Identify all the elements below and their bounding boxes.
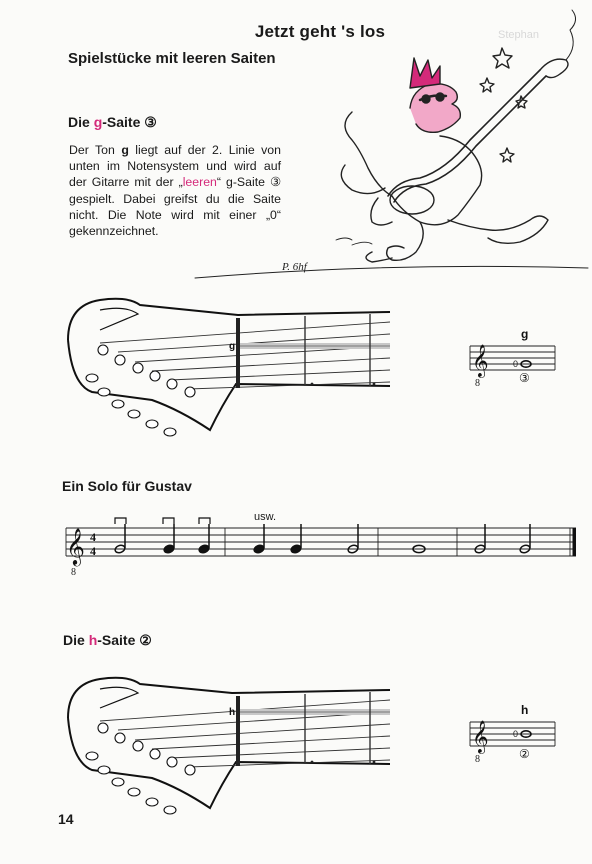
rocker-body [345, 112, 482, 225]
corner-bleed-text: Stephan [498, 29, 539, 41]
ground-line [195, 266, 588, 278]
clef-octave-mark: 8 [475, 378, 480, 389]
para-text: Der Ton [69, 143, 122, 157]
star-icon [480, 78, 494, 92]
heading-suffix: -Saite ③ [102, 114, 157, 130]
page-subtitle: Spielstücke mit leeren Saiten [68, 50, 276, 67]
staff-h-note [470, 703, 555, 765]
guitar-body [390, 186, 434, 214]
rocker-hand [371, 198, 392, 225]
clef-octave-mark: 8 [71, 567, 76, 578]
fingering-zero: 0 [513, 359, 519, 369]
rocker-leg-right [448, 216, 548, 243]
solo-heading: Ein Solo für Gustav [62, 478, 192, 494]
para-text: liegt auf der 2. Linie von unten im Notensystem und wird auf der Gitarre mit der „ [69, 143, 281, 190]
heading-suffix: -Saite ② [97, 632, 152, 648]
rocker-head [410, 84, 460, 133]
heading-note-g: g [93, 114, 103, 130]
para-note-bold: g [121, 143, 129, 157]
sunglasses-lens [436, 93, 444, 101]
treble-clef-icon: 𝄞 [66, 527, 85, 565]
note-name-h: h [521, 703, 529, 717]
treble-clef-icon: 𝄞 [472, 720, 489, 753]
star-icon [500, 148, 514, 162]
guitar-cable [566, 10, 576, 60]
neck-string-label-g: g [229, 341, 236, 352]
treble-clef-icon: 𝄞 [472, 344, 489, 377]
sunglasses-lens [422, 95, 430, 103]
para-highlight: leeren [182, 175, 217, 190]
rocker-arm-left [341, 165, 385, 194]
motion-line [352, 242, 372, 245]
neck-string-label-h: h [229, 707, 236, 718]
rocker-leg-left [387, 222, 424, 260]
staff-g-note [470, 327, 555, 389]
guitar-neck [388, 70, 540, 196]
star-icon [493, 48, 512, 68]
guitar-neck-diagram-h [68, 678, 390, 814]
para-text: “ g-Saite ③ gespielt. Dabei greifst du die Saite nicht. Die Note wird mit einer „0“ gekennzeichnet. [69, 175, 281, 239]
star-icon [516, 96, 527, 108]
heading-note-h: h [88, 632, 98, 648]
note-name-g: g [521, 327, 529, 341]
time-signature-bottom: 4 [90, 544, 96, 558]
page-title: Jetzt geht 's los [254, 22, 386, 41]
heading-prefix: Die [68, 114, 94, 130]
string-number-2: ② [519, 747, 530, 761]
note-group [114, 524, 531, 554]
time-signature-top: 4 [90, 530, 96, 544]
clef-octave-mark: 8 [475, 754, 480, 765]
string-number-3: ③ [519, 371, 530, 385]
rocker-illustration [195, 10, 588, 278]
solo-staff [66, 518, 576, 578]
motion-line [336, 238, 352, 240]
guitar-neck-diagram-g [68, 299, 390, 436]
mohawk [410, 58, 440, 88]
fingering-zero: 0 [513, 729, 519, 739]
guitar-headstock [540, 59, 568, 77]
artist-signature: P. 6hf [282, 261, 307, 273]
page-number: 14 [58, 811, 74, 827]
heading-prefix: Die [63, 632, 89, 648]
usw-label: usw. [254, 511, 277, 523]
